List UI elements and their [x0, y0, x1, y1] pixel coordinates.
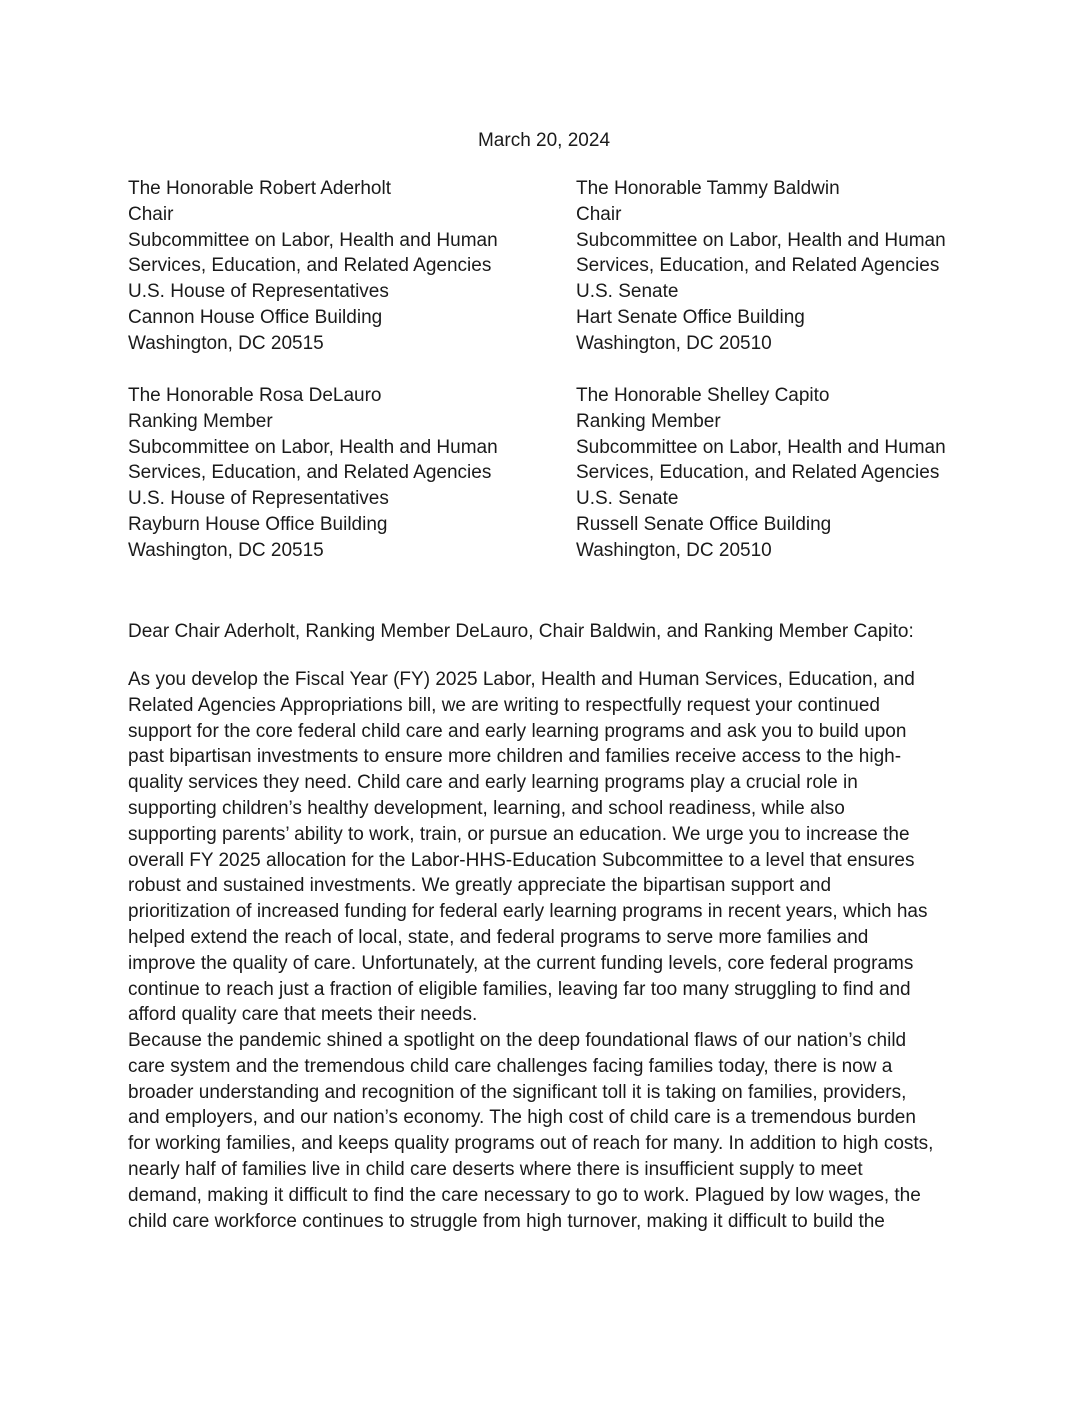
- recipient-line: U.S. Senate: [576, 488, 679, 510]
- paragraph-line: child care workforce continues to struggle from high turnover, making it difficult to build the: [128, 1210, 885, 1232]
- recipient-block-baldwin: [576, 176, 946, 357]
- paragraph-line: continue to reach just a fraction of eligible families, leaving far too many struggling to find and: [128, 978, 911, 1000]
- paragraph-line: prioritization of increased funding for federal early learning programs in recent years, which has: [128, 901, 928, 923]
- recipient-line: Cannon House Office Building: [128, 306, 383, 328]
- paragraph-line: improve the quality of care. Unfortunately, at the current funding levels, core federal programs: [128, 952, 914, 974]
- paragraph-line: demand, making it difficult to find the care necessary to go to work. Plagued by low wages, the: [128, 1184, 921, 1206]
- recipient-line: Washington, DC 20510: [576, 539, 772, 561]
- recipient-line: Chair: [128, 203, 174, 225]
- recipient-line: Subcommittee on Labor, Health and Human: [576, 229, 946, 251]
- recipient-line: Services, Education, and Related Agencies: [128, 255, 492, 277]
- recipient-line: U.S. House of Representatives: [128, 488, 389, 510]
- recipient-line: Washington, DC 20515: [128, 332, 324, 354]
- paragraph-line: support for the core federal child care and early learning programs and ask you to build upon: [128, 720, 907, 742]
- recipient-line: Subcommittee on Labor, Health and Human: [128, 229, 498, 251]
- paragraph-line: overall FY 2025 allocation for the Labor-HHS-Education Subcommittee to a level that ensures: [128, 849, 915, 871]
- recipient-line: Services, Education, and Related Agencies: [576, 462, 940, 484]
- recipient-line: The Honorable Tammy Baldwin: [576, 178, 840, 199]
- recipient-block-delauro: [128, 383, 498, 564]
- paragraph-line: and employers, and our nation’s economy. The high cost of child care is a tremendous burden: [128, 1107, 916, 1129]
- paragraph-line: quality services they need. Child care and early learning programs play a crucial role in: [128, 772, 858, 794]
- paragraph-line: past bipartisan investments to ensure more children and families receive access to the high-: [128, 746, 902, 768]
- paragraph-line: nearly half of families live in child care deserts where there is insufficient supply to meet: [128, 1158, 863, 1180]
- paragraph-line: Related Agencies Appropriations bill, we are writing to respectfully request your continued: [128, 694, 880, 716]
- recipient-block-aderholt: [128, 176, 498, 357]
- body-paragraph-1: [128, 667, 978, 1028]
- paragraph-line: supporting parents’ ability to work, train, or pursue an education. We urge you to increase the: [128, 823, 910, 845]
- recipient-line: Services, Education, and Related Agencies: [128, 462, 492, 484]
- recipient-line: Subcommittee on Labor, Health and Human: [128, 436, 498, 458]
- recipient-line: The Honorable Shelley Capito: [576, 385, 830, 406]
- recipient-line: Chair: [576, 203, 622, 225]
- paragraph-line: robust and sustained investments. We greatly appreciate the bipartisan support and: [128, 875, 832, 897]
- recipient-block-capito: [576, 383, 946, 564]
- paragraph-line: care system and the tremendous child care challenges facing families today, there is now a: [128, 1055, 893, 1077]
- paragraph-line: broader understanding and recognition of the significant toll it is taking on families, providers,: [128, 1081, 907, 1103]
- recipient-line: U.S. House of Representatives: [128, 281, 389, 303]
- paragraph-line: afford quality care that meets their needs.: [128, 1004, 478, 1026]
- paragraph-line: supporting children’s healthy development, learning, and school readiness, while also: [128, 797, 845, 819]
- recipient-line: Russell Senate Office Building: [576, 513, 832, 535]
- recipient-line: Ranking Member: [576, 410, 721, 432]
- recipient-line: U.S. Senate: [576, 281, 679, 303]
- body-paragraph-2: [128, 1028, 978, 1234]
- paragraph-line: As you develop the Fiscal Year (FY) 2025 Labor, Health and Human Services, Education, and: [128, 669, 915, 690]
- recipient-line: The Honorable Rosa DeLauro: [128, 385, 382, 406]
- recipient-line: Subcommittee on Labor, Health and Human: [576, 436, 946, 458]
- paragraph-line: for working families, and keeps quality programs out of reach for many. In addition to high costs,: [128, 1133, 934, 1155]
- recipient-line: Rayburn House Office Building: [128, 513, 388, 535]
- salutation: Dear Chair Aderholt, Ranking Member DeLauro, Chair Baldwin, and Ranking Member Capito:: [128, 621, 914, 642]
- recipient-line: Washington, DC 20510: [576, 332, 772, 354]
- recipient-line: Ranking Member: [128, 410, 273, 432]
- recipient-line: Services, Education, and Related Agencies: [576, 255, 940, 277]
- paragraph-line: helped extend the reach of local, state, and federal programs to serve more families and: [128, 926, 869, 948]
- recipient-line: Washington, DC 20515: [128, 539, 324, 561]
- recipient-line: The Honorable Robert Aderholt: [128, 178, 391, 199]
- letter-date: March 20, 2024: [477, 130, 611, 151]
- recipient-line: Hart Senate Office Building: [576, 306, 805, 328]
- paragraph-line: Because the pandemic shined a spotlight on the deep foundational flaws of our nation’s child: [128, 1030, 907, 1051]
